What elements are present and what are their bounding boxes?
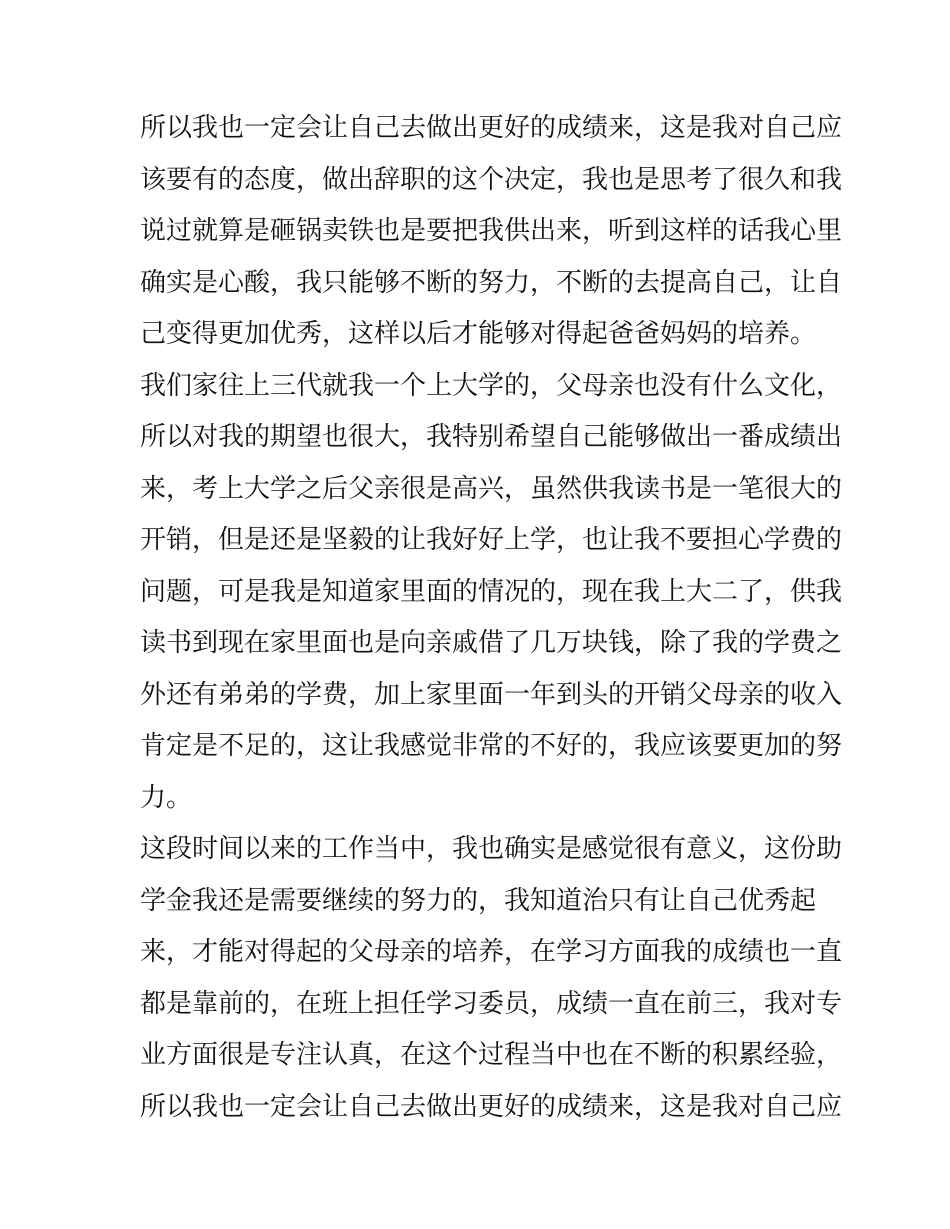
text-line: 都是靠前的，在班上担任学习委员，成绩一直在前三，我对专 <box>140 988 843 1019</box>
text-line: 业方面很是专注认真，在这个过程当中也在不断的积累经验， <box>140 1040 843 1070</box>
text-line: 该要有的态度，做出辞职的这个决定，我也是思考了很久和我 <box>140 164 843 195</box>
text-line: 己变得更加优秀，这样以后才能够对得起爸爸妈妈的培养。 <box>140 319 817 349</box>
text-line: 来，才能对得起的父母亲的培养，在学习方面我的成绩也一直 <box>140 937 843 967</box>
text-line: 学金我还是需要继续的努力的，我知道治只有让自己优秀起 <box>140 885 817 916</box>
body-text <box>140 103 843 1133</box>
text-line: 肯定是不足的，这让我感觉非常的不好的，我应该要更加的努 <box>140 731 843 761</box>
text-line: 所以我也一定会让自己去做出更好的成绩来，这是我对自己应 <box>140 113 843 143</box>
text-line: 所以对我的期望也很大，我特别希望自己能够做出一番成绩出 <box>140 422 843 452</box>
text-line: 我们家往上三代就我一个上大学的，父母亲也没有什么文化， <box>140 370 843 401</box>
text-line: 确实是心酸，我只能够不断的努力，不断的去提高自己，让自 <box>140 267 843 298</box>
text-line: 问题，可是我是知道家里面的情况的，现在我上大二了，供我 <box>140 576 843 607</box>
text-line: 来，考上大学之后父亲很是高兴，虽然供我读书是一笔很大的 <box>140 473 843 504</box>
text-line: 外还有弟弟的学费，加上家里面一年到头的开销父母亲的收入 <box>140 679 843 710</box>
text-line: 读书到现在家里面也是向亲戚借了几万块钱，除了我的学费之 <box>140 628 843 658</box>
text-line: 这段时间以来的工作当中，我也确实是感觉很有意义，这份助 <box>140 834 843 864</box>
text-line: 所以我也一定会让自己去做出更好的成绩来，这是我对自己应 <box>140 1091 843 1122</box>
text-line: 开销，但是还是坚毅的让我好好上学，也让我不要担心学费的 <box>140 525 843 555</box>
text-line: 说过就算是砸锅卖铁也是要把我供出来，听到这样的话我心里 <box>140 216 843 246</box>
text-line: 力。 <box>140 782 193 813</box>
